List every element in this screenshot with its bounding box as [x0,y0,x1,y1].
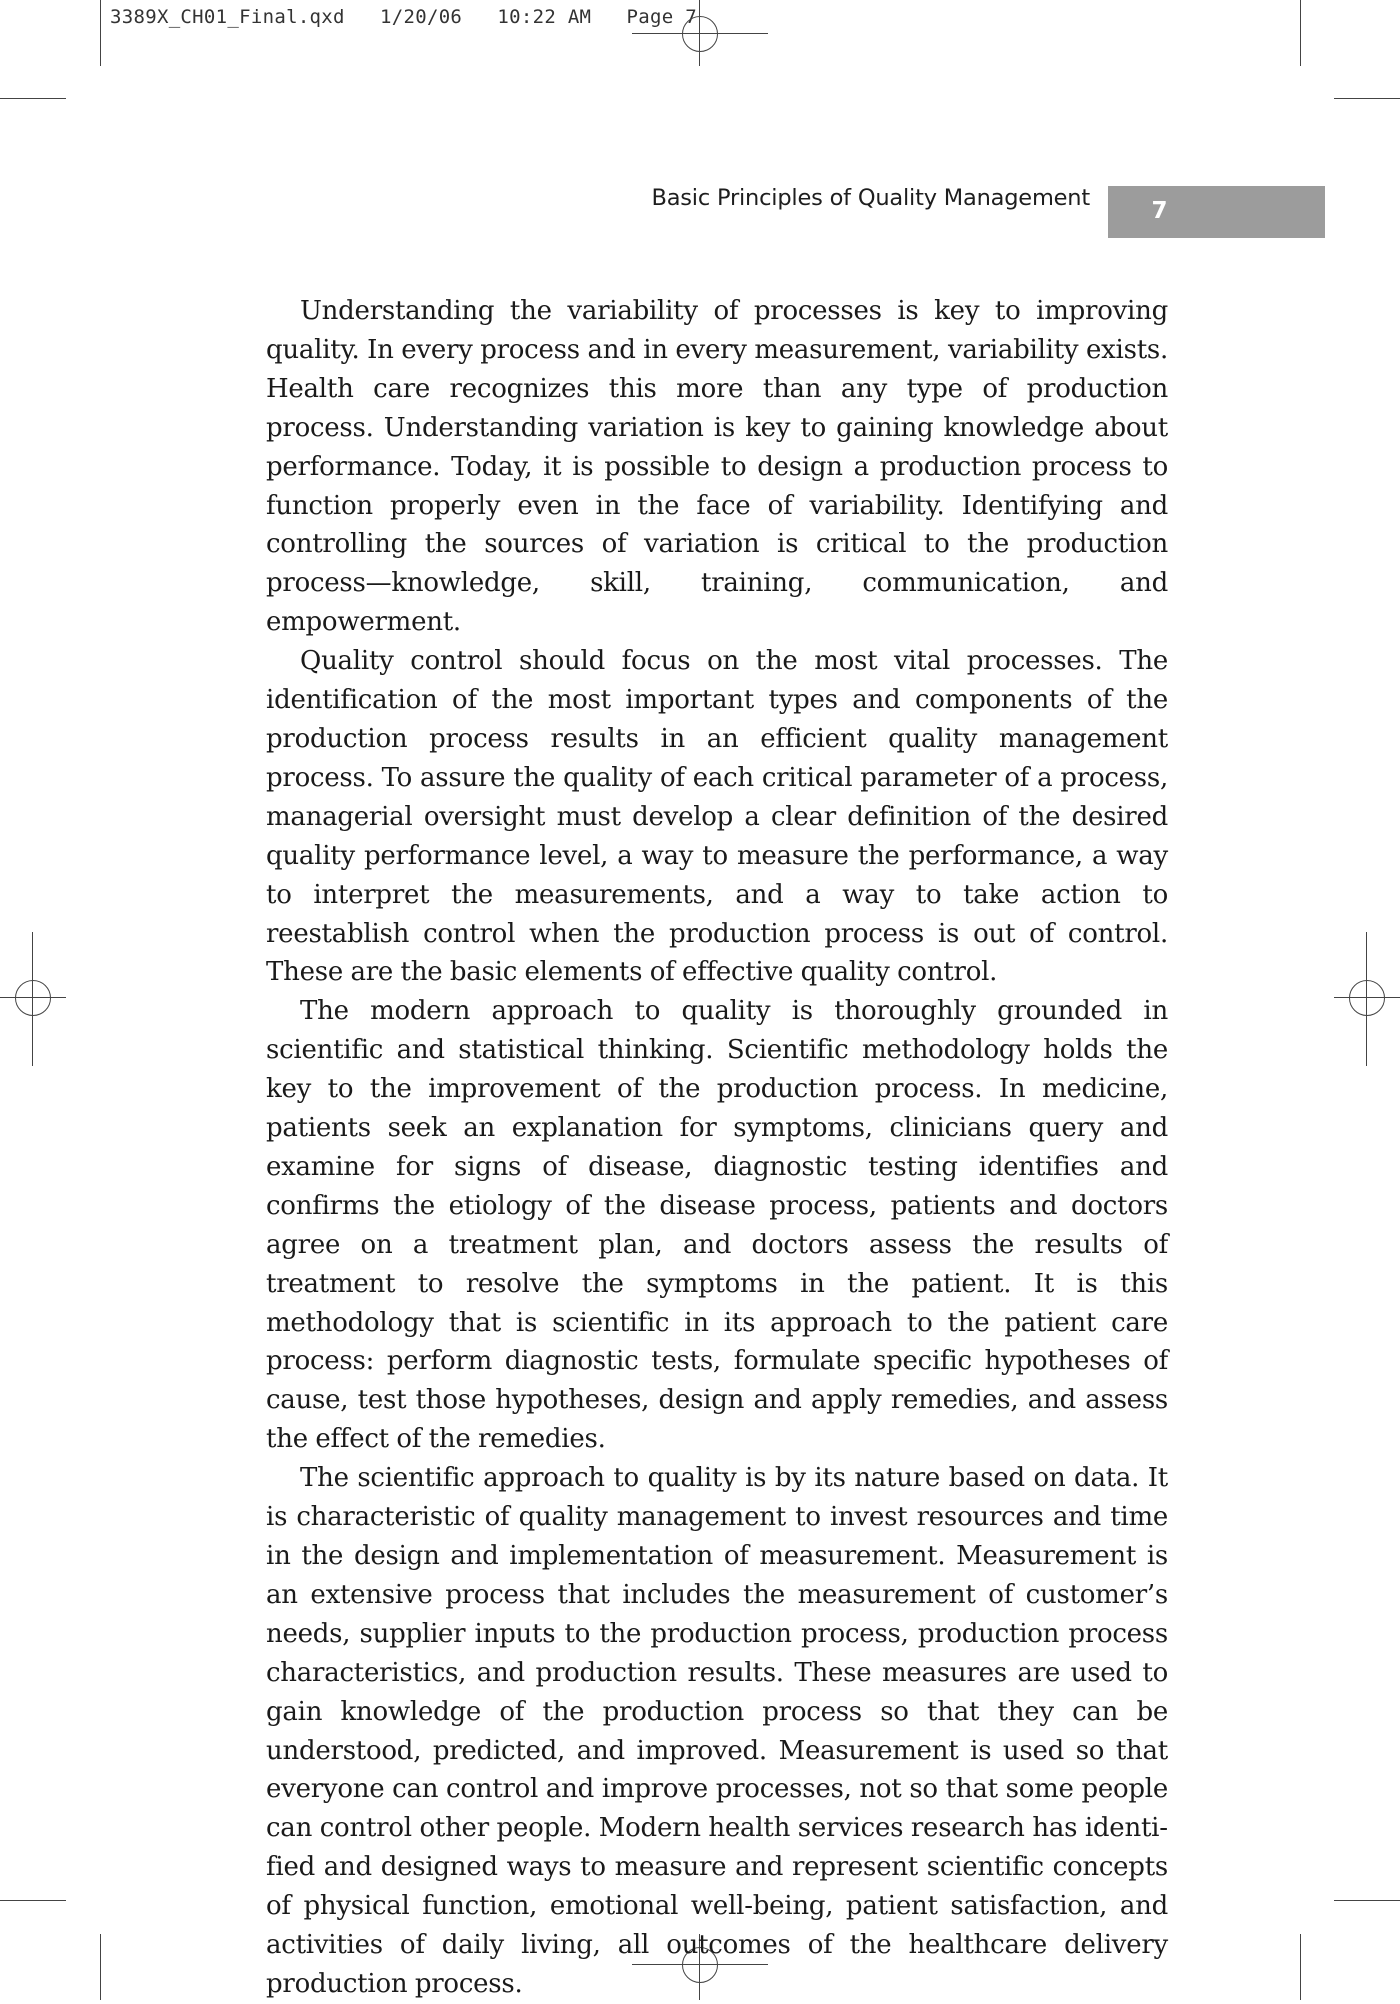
paragraph-variability: Understanding the variability of processes is key to improving quality. In every process and in every measurement, variability exists. Health care recognizes this more than any type of production process. Understanding variation is key to gaining knowledge about performance. Today, it is possible to design a production process to function properly even in the face of variability. Identifying and controlling the sources of variation is critical to the production process—knowledge, skill, training, communication, and empowerment. [266,296,1168,638]
page-number: 7 [1151,198,1168,224]
crop-mark-top-left-vertical [100,0,101,66]
registration-line-left-vertical [32,932,33,1066]
crop-mark-bottom-left-horizontal [0,1900,66,1901]
crop-mark-top-left-horizontal [0,98,66,99]
crop-mark-top-right-vertical [1300,0,1301,66]
paragraph-quality-control: Quality control should focus on the most vital processes. The identification of the most important types and components of the production process results in an efficient quality management process. To assure the quality of each critical parameter of a process, managerial oversight must develop a clear definition of the desired quality performance level, a way to measure the performance, a way to interpret the measurements, and a way to take action to reestablish control when the production process is out of control. These are the basic elements of effective quality control. [266,646,1168,988]
crop-mark-bottom-right-horizontal [1334,1900,1400,1901]
running-head-title: Basic Principles of Quality Management [651,185,1090,211]
crop-mark-top-right-horizontal [1334,98,1400,99]
paragraph-measurement: The scientific approach to quality is by its nature based on data. It is characteristic of quality management to invest resources and time in the design and implementation of measurement. Measurement is an extensive process that includes the measurement of customer’s needs, supplier inputs to the production process, production process characteristics, and production results. These measures are used to gain knowledge of the production process so that they can be understood, predicted, and improved. Measurement is used so that everyone can control and improve processes, not so that some people can control other people. Modern health services research has identified and designed ways to measure and represent scientific concepts of physical function, emotional well-being, patient satisfaction, and activities of daily living, all outcomes of the healthcare delivery production process. [266,1463,1168,1999]
registration-line-top-vertical [699,0,700,66]
printer-slug: 3389X_CH01_Final.qxd 1/20/06 10:22 AM Page 7 [110,6,697,28]
crop-mark-bottom-left-vertical [100,1934,101,2000]
crop-mark-bottom-right-vertical [1300,1934,1301,2000]
registration-line-right-vertical [1366,932,1367,1066]
body-text [266,292,1168,2004]
paragraph-scientific-thinking: The modern approach to quality is thoroughly grounded in scientific and statistical thinking. Scientific methodology holds the key to the improvement of the production process. In medicine, patients seek an explanation for symptoms, clinicians query and examine for signs of disease, diagnostic testing identifies and confirms the etiology of the disease process, patients and doctors agree on a treatment plan, and doctors assess the results of treatment to resolve the symptoms in the patient. It is this methodology that is scientific in its approach to the patient care process: perform diagnostic tests, formulate specific hypotheses of cause, test those hypotheses, design and apply remedies, and assess the effect of the remedies. [266,996,1168,1455]
